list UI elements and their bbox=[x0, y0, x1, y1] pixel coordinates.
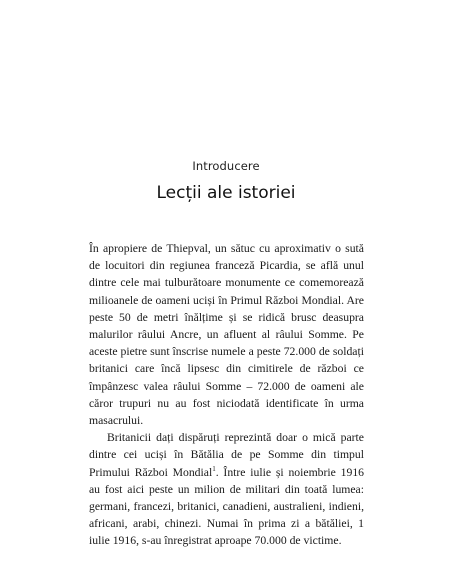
paragraph-2-part-1: Britanicii dați dispăruți reprezintă doar o mică parte dintre cei uciși în Bătălia de pe Somme din timpul Primului Război Mondial bbox=[89, 431, 364, 479]
chapter-title: Lecții ale istoriei bbox=[156, 183, 296, 203]
paragraph-1: În apropiere de Thiepval, un sătuc cu aproximativ o sută de locuitori din regiunea franceză Picardia, se află unul dintre cele mai tulburătoare monumente ce comemorează milioanele de oameni uciși în Primul Război Mondial. Are peste 50 de metri înălțime și se ridică brusc deasupra malurilor râului Ancre, un afluent al râului Somme. Pe aceste pietre sunt înscrise numele a peste 72.000 de soldați britanici care încă lipsesc din cimitirele de război ce împânzesc valea râului Somme – 72.000 de oameni ale căror trupuri nu au fost niciodată identificate în urma masacrului. bbox=[89, 242, 364, 428]
chapter-label: Introducere bbox=[192, 159, 260, 173]
footnote-marker[interactable]: 1 bbox=[212, 464, 216, 473]
paragraph-2 bbox=[89, 429, 364, 549]
paragraph-2-part-2: . Între iulie și noiembrie 1916 au fost aici peste un milion de militari din toată lumea: germani, francezi, britanici, canadieni, australieni, indieni, africani, arabi, chinezi. Numai în prima zi a bătăliei, 1 iulie 1916, s-au înregistrat aproape 70.000 de victime. bbox=[89, 465, 365, 548]
body-text bbox=[89, 240, 364, 550]
